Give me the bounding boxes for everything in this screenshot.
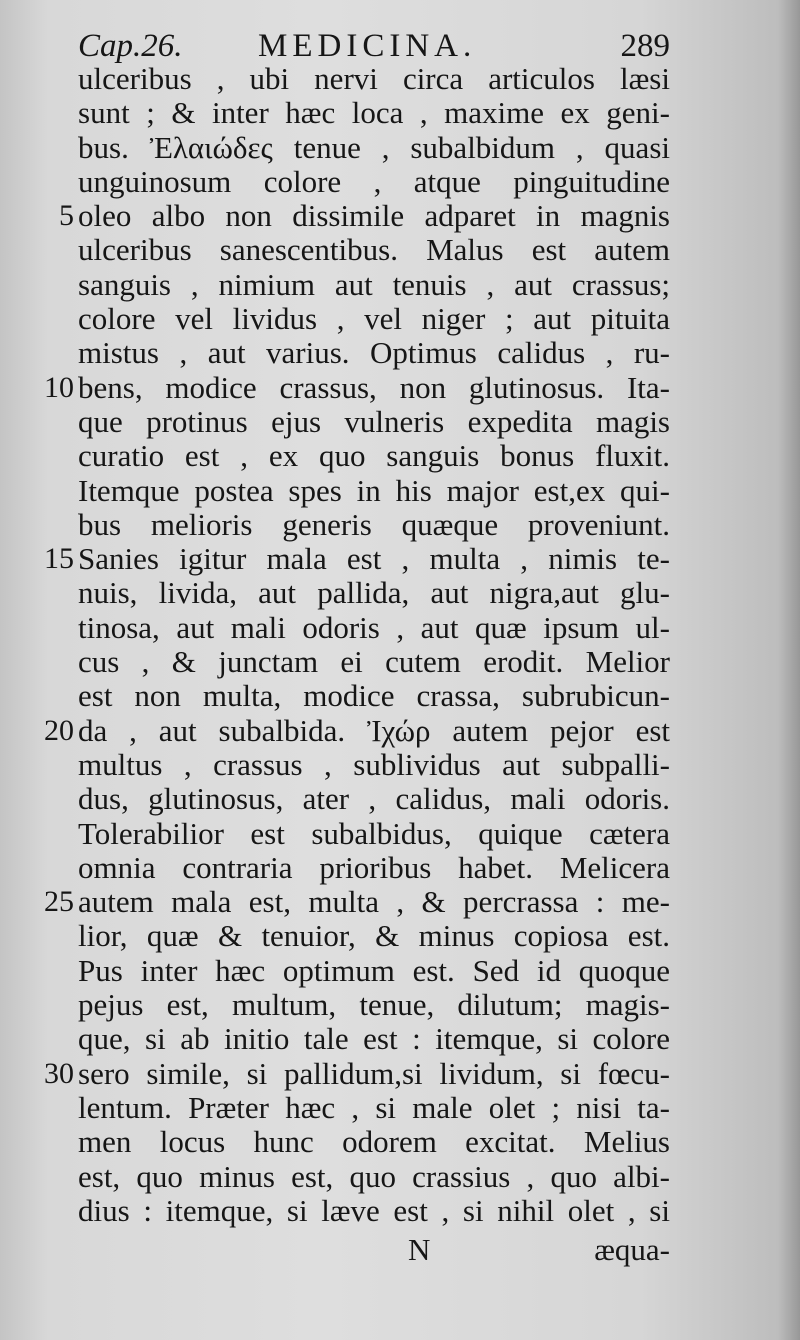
line-text: curatio est , ex quo sanguis bonus fluxit. xyxy=(78,438,670,474)
text-line xyxy=(78,1194,670,1228)
line-text: nuis, livida, aut pallida, aut nigra,aut glu- xyxy=(78,575,670,611)
line-text: est non multa, modice crassa, subrubicun- xyxy=(78,678,670,714)
line-number: 25 xyxy=(44,885,74,919)
line-text: da , aut subalbida. Ἰχώρ autem pejor est xyxy=(78,712,670,748)
text-line xyxy=(78,817,670,851)
line-text: cus , & junctam ei cutem erodit. Melior xyxy=(78,644,670,680)
text-line xyxy=(78,233,670,267)
chapter-label: Cap.26. xyxy=(78,28,183,64)
line-text: dius : itemque, si læve est , si nihil olet , si xyxy=(78,1192,670,1228)
text-line xyxy=(78,439,670,473)
line-text: Itemque postea spes in his major est,ex qui- xyxy=(78,472,670,508)
line-text: que protinus ejus vulneris expedita magis xyxy=(78,403,670,439)
text-line xyxy=(78,508,670,542)
text-line xyxy=(78,919,670,953)
line-text: lior, quæ & tenuior, & minus copiosa est. xyxy=(78,918,670,954)
line-text: colore vel lividus , vel niger ; aut pituita xyxy=(78,301,670,337)
text-line xyxy=(78,474,670,508)
text-line xyxy=(78,645,670,679)
text-line xyxy=(44,369,670,405)
line-number: 20 xyxy=(44,713,74,747)
text-line xyxy=(78,679,670,713)
line-text: autem mala est, multa , & percrassa : me- xyxy=(78,884,670,920)
line-text: multus , crassus , sublividus aut subpalli- xyxy=(78,746,670,782)
line-text: oleo albo non dissimile adparet in magnis xyxy=(78,198,670,234)
page-number: 289 xyxy=(620,28,670,64)
line-text: sero simile, si pallidum,si lividum, si fœcu- xyxy=(78,1055,670,1091)
line-number: 30 xyxy=(44,1056,74,1090)
text-line xyxy=(78,1091,670,1125)
line-text: men locus hunc odorem excitat. Melius xyxy=(78,1124,670,1160)
text-line xyxy=(78,576,670,610)
running-title: MEDICINA. xyxy=(258,28,477,64)
text-line xyxy=(78,62,670,96)
text-line xyxy=(44,1055,670,1091)
line-text: ulceribus , ubi nervi circa articulos læsi xyxy=(78,61,670,96)
text-line xyxy=(78,748,670,782)
text-line xyxy=(78,268,670,302)
page-gutter-shadow xyxy=(778,0,800,1340)
text-line xyxy=(78,1022,670,1056)
text-line xyxy=(78,96,670,130)
line-text: omnia contraria prioribus habet. Melicera xyxy=(78,849,670,885)
body-text xyxy=(44,61,670,1228)
text-line xyxy=(78,165,670,199)
text-line xyxy=(78,851,670,885)
line-text: sanguis , nimium aut tenuis , aut crassus; xyxy=(78,266,670,302)
line-text: Sanies igitur mala est , multa , nimis te- xyxy=(78,541,670,577)
line-text: pejus est, multum, tenue, dilutum; magis- xyxy=(78,987,670,1023)
line-text: dus, glutinosus, ater , calidus, mali odoris. xyxy=(78,781,670,817)
page-footer xyxy=(78,1232,670,1272)
line-text: bus. Ἐλαιώδες tenue , subalbidum , quasi xyxy=(78,129,670,165)
text-line xyxy=(78,611,670,645)
line-text: sunt ; & inter hæc loca , maxime ex geni- xyxy=(78,95,670,131)
line-text: ulceribus sanescentibus. Malus est autem xyxy=(78,232,670,268)
line-text: que, si ab initio tale est : itemque, si colore xyxy=(78,1021,670,1057)
line-text: bus melioris generis quæque proveniunt. xyxy=(78,506,670,542)
signature-mark: N xyxy=(408,1232,431,1267)
line-text: bens, modice crassus, non glutinosus. Ita- xyxy=(78,369,670,405)
line-number: 10 xyxy=(44,370,74,404)
line-number: 15 xyxy=(44,542,74,576)
text-line xyxy=(78,954,670,988)
line-text: unguinosum colore , atque pinguitudine xyxy=(78,163,670,199)
text-line xyxy=(78,1160,670,1194)
line-text: lentum. Præter hæc , si male olet ; nisi ta- xyxy=(78,1089,670,1125)
text-line xyxy=(44,884,670,920)
text-line xyxy=(78,302,670,336)
text-line xyxy=(78,782,670,816)
text-line xyxy=(59,198,670,234)
text-line xyxy=(78,988,670,1022)
line-text: mistus , aut varius. Optimus calidus , ru- xyxy=(78,335,670,371)
text-line xyxy=(78,405,670,439)
text-line xyxy=(44,541,670,577)
line-text: Tolerabilior est subalbidus, quique cætera xyxy=(78,815,670,851)
text-line xyxy=(78,131,670,165)
text-line xyxy=(44,712,670,748)
text-line xyxy=(78,1125,670,1159)
text-line xyxy=(78,336,670,370)
line-text: tinosa, aut mali odoris , aut quæ ipsum ul- xyxy=(78,609,670,645)
line-text: est, quo minus est, quo crassius , quo albi- xyxy=(78,1158,670,1194)
catchword: æqua- xyxy=(594,1232,670,1267)
line-text: Pus inter hæc optimum est. Sed id quoque xyxy=(78,952,670,988)
line-number: 5 xyxy=(59,199,74,233)
